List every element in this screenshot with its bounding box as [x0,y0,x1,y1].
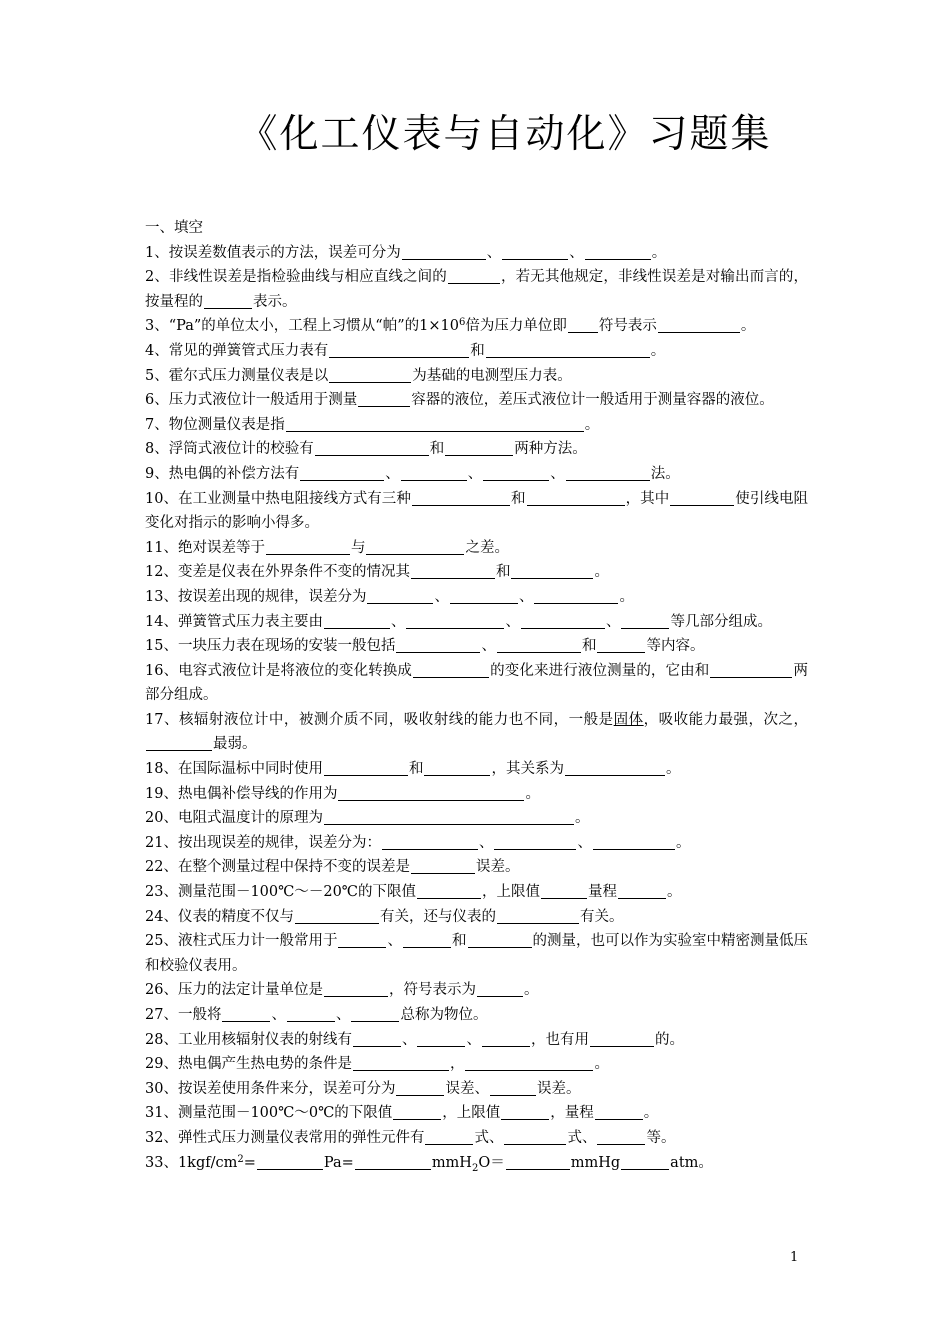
answer-blank[interactable] [355,1154,431,1170]
answer-blank[interactable] [222,1006,270,1022]
answer-blank[interactable] [710,662,792,678]
answer-blank[interactable] [411,858,475,874]
answer-blank[interactable] [483,465,549,481]
answer-blank[interactable] [417,1031,465,1047]
answer-blank[interactable] [486,342,650,358]
question-5: 5、霍尔式压力测量仪表是以 为基础的电测型压力表。 [145,367,572,384]
answer-blank[interactable] [411,563,495,579]
answer-blank[interactable] [396,637,480,653]
answer-blank[interactable] [494,834,576,850]
question-23: 23、测量范围－100℃～－20℃的下限值 ，上限值 量程 。 [145,884,682,901]
question-20: 20、电阻式温度计的原理为 。 [145,810,590,827]
answer-blank[interactable] [338,785,524,801]
question-31: 31、测量范围－100℃～0℃的下限值 ，上限值 ，量程 。 [145,1105,659,1122]
answer-blank[interactable] [287,1006,335,1022]
answer-blank[interactable] [597,1129,645,1145]
answer-blank[interactable] [412,490,510,506]
question-27: 27、一般将 、 、 总称为物位。 [145,1007,488,1023]
answer-blank[interactable] [424,760,490,776]
question-16: 16、电容式液位计是将液位的变化转换成 的变化来进行液位测量的，它由和 两部分组成。 [145,662,809,704]
answer-blank[interactable] [266,539,350,555]
answer-blank[interactable] [315,440,429,456]
question-14: 14、弹簧管式压力表主要由 、 、 、 等几部分组成。 [145,613,772,630]
answer-blank[interactable] [497,908,579,924]
question-30: 30、按误差使用条件来分，误差可分为 误差、 误差。 [145,1080,581,1097]
answer-blank[interactable] [445,440,513,456]
answer-blank[interactable] [353,1055,449,1071]
exercise-content [145,216,808,1175]
answer-blank[interactable] [502,244,568,260]
answer-blank[interactable] [506,1154,570,1170]
answer-blank[interactable] [521,613,605,629]
answer-blank[interactable] [396,1080,444,1096]
question-21: 21、按出现误差的规律，误差分为： 、 、 。 [145,834,691,851]
question-11: 11、绝对误差等于 与 之差。 [145,539,509,556]
question-26: 26、压力的法定计量单位是 ，符号表示为 。 [145,982,539,999]
answer-blank[interactable] [338,932,386,948]
answer-blank[interactable] [450,588,518,604]
question-25: 25、液柱式压力计一般常用于 、 和 的测量，也可以作为实验室中精密测量低压和校验仪表用。 [145,933,809,974]
answer-blank[interactable] [329,367,411,383]
question-18: 18、在国际温标中同时使用 和 ，其关系为 。 [145,761,681,778]
question-28: 28、工业用核辐射仪表的射线有 、 、 ，也有用 的。 [145,1031,684,1048]
question-15: 15、一块压力表在现场的安装一般包括 、 和 等内容。 [145,638,705,655]
question-29: 29、热电偶产生热电势的条件是 ， 。 [145,1056,609,1073]
answer-blank[interactable] [490,1080,536,1096]
answer-blank[interactable] [324,809,574,825]
question-19: 19、热电偶补偿导线的作用为 。 [145,785,540,802]
question-4: 4、常见的弹簧管式压力表有 和 。 [145,342,666,359]
answer-blank[interactable] [595,1104,643,1120]
question-12: 12、变差是仪表在外界条件不变的情况其 和 。 [145,564,609,581]
answer-blank[interactable] [403,932,451,948]
answer-blank[interactable] [401,465,467,481]
question-33: 33、$1kgf/cm^2= Pa= mmH_2O=$ mmHg atm。 [145,1153,713,1174]
answer-blank[interactable] [448,268,500,284]
question-7: 7、物位测量仪表是指 。 [145,416,600,433]
answer-blank[interactable] [566,465,650,481]
answer-blank[interactable] [568,317,598,333]
answer-blank[interactable] [527,490,625,506]
question-3: 3、“Pa”的单位太小，工程上习惯从“帕”的$1\times 10^6$倍为压力单位即 符号表示 。 [145,317,756,335]
answer-blank[interactable] [541,883,587,899]
document-title: 《化工仪表与自动化》习题集 [238,112,772,157]
answer-blank[interactable] [497,637,581,653]
answer-blank[interactable] [511,563,593,579]
answer-blank[interactable] [477,981,523,997]
answer-blank[interactable] [351,1006,399,1022]
answer-blank[interactable] [366,539,464,555]
answer-blank[interactable] [621,1154,669,1170]
answer-blank[interactable] [393,1104,441,1120]
answer-blank[interactable] [406,613,504,629]
question-24: 24、仪表的精度不仅与 有关，还与仪表的 有关。 [145,908,624,925]
answer-blank[interactable] [324,613,390,629]
question-2: 2、非线性误差是指检验曲线与相应直线之间的 ，若无其他规定，非线性误差是对输出而言的，按量程的 表示。 [145,269,809,310]
answer-blank[interactable] [382,834,478,850]
answer-blank[interactable] [593,834,675,850]
question-17: 17、核辐射液位计中，被测介质不同，吸收射线的能力也不同，一般是固体，吸收能力最强，次之，最弱。 [145,711,809,753]
answer-blank[interactable] [501,1104,549,1120]
answer-blank[interactable] [329,342,469,358]
page-number: 1 [790,1250,799,1265]
answer-blank[interactable] [286,416,584,432]
answer-blank[interactable] [465,1055,593,1071]
answer-blank[interactable] [597,637,645,653]
question-32: 32、弹性式压力测量仪表常用的弹性元件有 式、 式、 等。 [145,1129,676,1146]
answer-blank[interactable] [257,1154,323,1170]
answer-blank[interactable] [534,588,618,604]
answer-blank[interactable] [367,588,433,604]
question-13: 13、按误差出现的规律，误差分为 、 、 。 [145,588,634,605]
answer-blank[interactable] [658,317,740,333]
section-heading: 一、填空 [145,220,203,236]
question-10: 10、在工业测量中热电阻接线方式有三种 和 ，其中 使引线电阻变化对指示的影响小得多。 [145,490,809,532]
answer-blank[interactable] [590,1031,654,1047]
answer-blank[interactable] [146,735,212,751]
answer-blank[interactable] [324,981,388,997]
answer-blank[interactable] [618,883,666,899]
answer-blank[interactable] [504,1129,566,1145]
question-8: 8、浮筒式液位计的校验有 和 两种方法。 [145,441,587,458]
answer-blank[interactable] [353,1031,401,1047]
answer-blank[interactable] [402,244,486,260]
answer-blank[interactable] [204,293,252,309]
answer-blank[interactable] [621,613,669,629]
question-22: 22、在整个测量过程中保持不变的误差是 误差。 [145,859,520,876]
answer-blank[interactable] [585,244,651,260]
answer-blank[interactable] [413,662,489,678]
answer-blank[interactable] [300,465,384,481]
answer-blank[interactable] [295,908,379,924]
answer-blank[interactable] [425,1129,473,1145]
answer-blank[interactable] [565,760,665,776]
answer-blank[interactable] [482,1031,530,1047]
answer-blank[interactable] [324,760,408,776]
answer-blank[interactable] [417,883,481,899]
question-6: 6、压力式液位计一般适用于测量 容器的液位，差压式液位计一般适用于测量容器的液位。 [145,392,774,409]
answer-blank[interactable] [358,391,410,407]
question-1: 1、按误差数值表示的方法，误差可分为 、 、 。 [145,244,667,261]
question-9: 9、热电偶的补偿方法有 、 、 、 法。 [145,465,680,482]
answer-blank[interactable] [468,932,532,948]
answer-blank[interactable] [670,490,734,506]
